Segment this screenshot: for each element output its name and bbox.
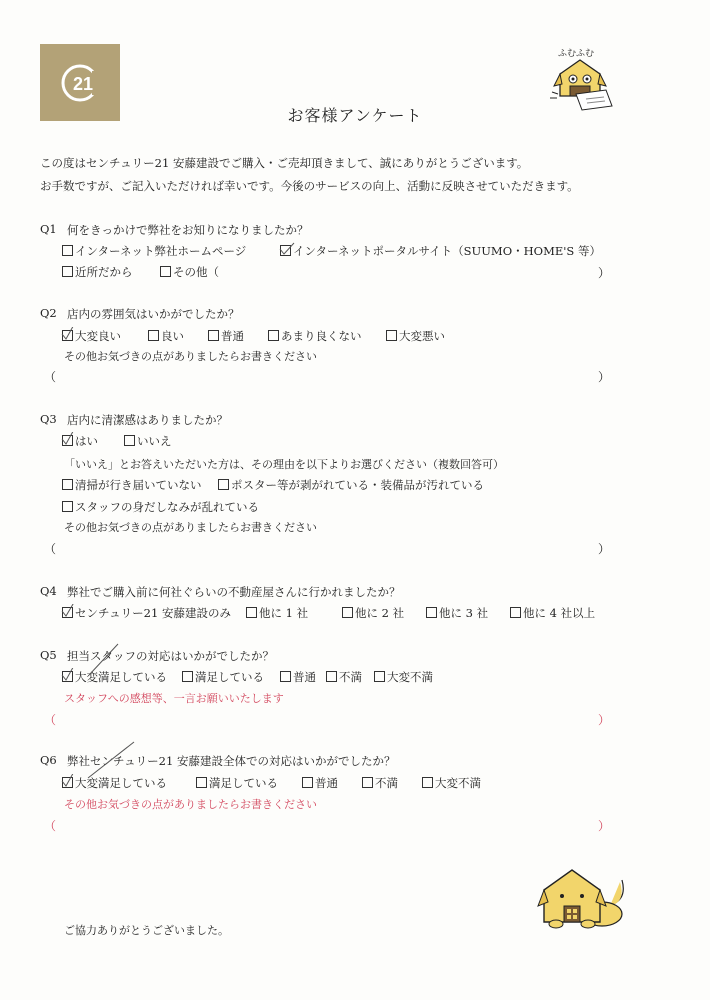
checkbox[interactable] — [268, 330, 279, 341]
q6-comment-prompt: その他お気づきの点がありましたらお書きください — [64, 798, 317, 811]
q4-option-1-other[interactable]: 他に 1 社 — [246, 605, 308, 621]
checkbox[interactable] — [182, 671, 193, 682]
q2-comment-prompt: その他お気づきの点がありましたらお書きください — [64, 350, 317, 363]
q1-option-portal[interactable]: インターネットポータルサイト（SUUMO・HOME'S 等） — [280, 243, 601, 259]
q2-number: Q2 — [40, 306, 57, 320]
q3-reason-cleaning[interactable]: 清掃が行き届いていない — [62, 477, 202, 493]
q6-open-paren: （ — [44, 819, 57, 833]
checkmark-icon — [61, 774, 77, 788]
checkbox[interactable] — [62, 501, 73, 512]
q6-option-very-satisfied[interactable]: 大変満足している — [62, 775, 167, 791]
q2-option-normal[interactable]: 普通 — [208, 328, 244, 344]
q5-number: Q5 — [40, 648, 57, 662]
q3-text: 店内に清潔感はありましたか？ — [67, 413, 228, 427]
q4-text: 弊社でご購入前に何社ぐらいの不動産屋さんに行かれましたか？ — [67, 585, 401, 599]
checkbox[interactable] — [422, 777, 433, 788]
q3-number: Q3 — [40, 412, 57, 426]
q2-text: 店内の雰囲気はいかがでしたか？ — [67, 307, 240, 321]
checkbox-checked[interactable] — [62, 435, 73, 446]
checkbox[interactable] — [280, 671, 291, 682]
q6-option-satisfied[interactable]: 満足している — [196, 775, 278, 791]
checkbox[interactable] — [426, 607, 437, 618]
q5-comment-prompt: スタッフへの感想等、一言お願いいたします — [64, 692, 284, 705]
q5-text: 担当スタッフの対応はいかがでしたか？ — [67, 649, 274, 663]
checkbox[interactable] — [302, 777, 313, 788]
q5-option-normal[interactable]: 普通 — [280, 669, 316, 685]
q3-comment-field[interactable] — [60, 538, 590, 556]
checkbox[interactable] — [124, 435, 135, 446]
q3-comment-prompt: その他お気づきの点がありましたらお書きください — [64, 521, 317, 534]
checkmark-icon — [61, 432, 77, 446]
q3-option-yes[interactable]: はい — [62, 433, 98, 449]
checkbox[interactable] — [342, 607, 353, 618]
q4-option-3-others[interactable]: 他に 3 社 — [426, 605, 488, 621]
q6-close-paren: ） — [598, 819, 611, 833]
q1-option-homepage[interactable]: インターネット弊社ホームページ — [62, 243, 246, 259]
q2-option-very-bad[interactable]: 大変悪い — [386, 328, 445, 344]
q4-option-4-plus[interactable]: 他に 4 社以上 — [510, 605, 595, 621]
checkmark-icon — [61, 604, 77, 618]
q5-option-satisfied[interactable]: 満足している — [182, 669, 264, 685]
q1-text: 何をきっかけで弊社をお知りになりましたか？ — [67, 223, 309, 237]
q4-option-only-us[interactable]: センチュリー21 安藤建設のみ — [62, 605, 231, 621]
checkbox[interactable] — [362, 777, 373, 788]
checkbox-checked[interactable] — [280, 245, 291, 256]
checkbox-checked[interactable] — [62, 777, 73, 788]
q1-option-other[interactable]: その他（ — [160, 264, 219, 280]
checkbox-checked[interactable] — [62, 607, 73, 618]
checkbox[interactable] — [326, 671, 337, 682]
q3-close-paren: ） — [598, 542, 611, 556]
q6-comment-field[interactable] — [60, 815, 590, 833]
q2-option-good[interactable]: 良い — [148, 328, 184, 344]
page-title: お客様アンケート — [287, 106, 423, 125]
q2-option-not-good[interactable]: あまり良くない — [268, 328, 362, 344]
q5-open-paren: （ — [44, 713, 57, 727]
checkmark-icon — [279, 242, 295, 256]
checkbox-checked[interactable] — [62, 330, 73, 341]
checkbox[interactable] — [148, 330, 159, 341]
q1-option-neighborhood[interactable]: 近所だから — [62, 264, 133, 280]
q2-option-very-good[interactable]: 大変良い — [62, 328, 121, 344]
q2-close-paren: ） — [598, 370, 611, 384]
logo-text: 21 — [72, 73, 94, 94]
q5-option-dissatisfied[interactable]: 不満 — [326, 669, 362, 685]
q3-reason-prompt: 「いいえ」とお答えいただいた方は、その理由を以下よりお選びください（複数回答可） — [64, 458, 504, 471]
mascot-house-dog — [536, 862, 630, 932]
checkbox[interactable] — [246, 607, 257, 618]
q2-comment-field[interactable] — [60, 366, 590, 384]
checkbox[interactable] — [386, 330, 397, 341]
q2-open-paren: （ — [44, 370, 57, 384]
q6-option-very-dissatisfied[interactable]: 大変不満 — [422, 775, 481, 791]
intro-line-1: この度はセンチュリー21 安藤建設でご購入・ご売却頂きまして、誠にありがとうございます。 — [40, 156, 529, 170]
checkbox[interactable] — [374, 671, 385, 682]
q5-option-very-satisfied[interactable]: 大変満足している — [62, 669, 167, 685]
pen-mark-icon — [86, 740, 136, 780]
q6-number: Q6 — [40, 753, 57, 767]
checkbox[interactable] — [196, 777, 207, 788]
checkbox[interactable] — [510, 607, 521, 618]
q4-number: Q4 — [40, 584, 57, 598]
mascot-speech: ふむふむ — [558, 49, 595, 59]
thanks-message: ご協力ありがとうございました。 — [64, 924, 229, 937]
checkbox[interactable] — [160, 266, 171, 277]
q3-option-no[interactable]: いいえ — [124, 433, 172, 449]
checkbox[interactable] — [218, 479, 229, 490]
q6-option-normal[interactable]: 普通 — [302, 775, 338, 791]
q5-close-paren: ） — [598, 713, 611, 727]
checkmark-icon — [61, 668, 77, 682]
q3-open-paren: （ — [44, 542, 57, 556]
checkbox[interactable] — [62, 266, 73, 277]
q5-comment-field[interactable] — [60, 709, 590, 727]
pen-mark-icon — [88, 642, 120, 676]
q3-reason-appearance[interactable]: スタッフの身だしなみが乱れている — [62, 499, 259, 515]
q6-option-dissatisfied[interactable]: 不満 — [362, 775, 398, 791]
checkmark-icon — [61, 327, 77, 341]
checkbox[interactable] — [62, 479, 73, 490]
checkbox[interactable] — [62, 245, 73, 256]
checkbox-checked[interactable] — [62, 671, 73, 682]
q5-option-very-dissatisfied[interactable]: 大変不満 — [374, 669, 433, 685]
q1-close-paren: ） — [598, 266, 611, 280]
intro-line-2: お手数ですが、ご記入いただければ幸いです。今後のサービスの向上、活動に反映させていただきます。 — [40, 179, 579, 193]
q6-text: 弊社センチュリー21 安藤建設全体での対応はいかがでしたか？ — [67, 754, 396, 768]
q1-number: Q1 — [40, 222, 57, 236]
q3-reason-posters[interactable]: ポスター等が剥がれている・装備品が汚れている — [218, 477, 484, 493]
checkbox[interactable] — [208, 330, 219, 341]
q4-option-2-others[interactable]: 他に 2 社 — [342, 605, 404, 621]
